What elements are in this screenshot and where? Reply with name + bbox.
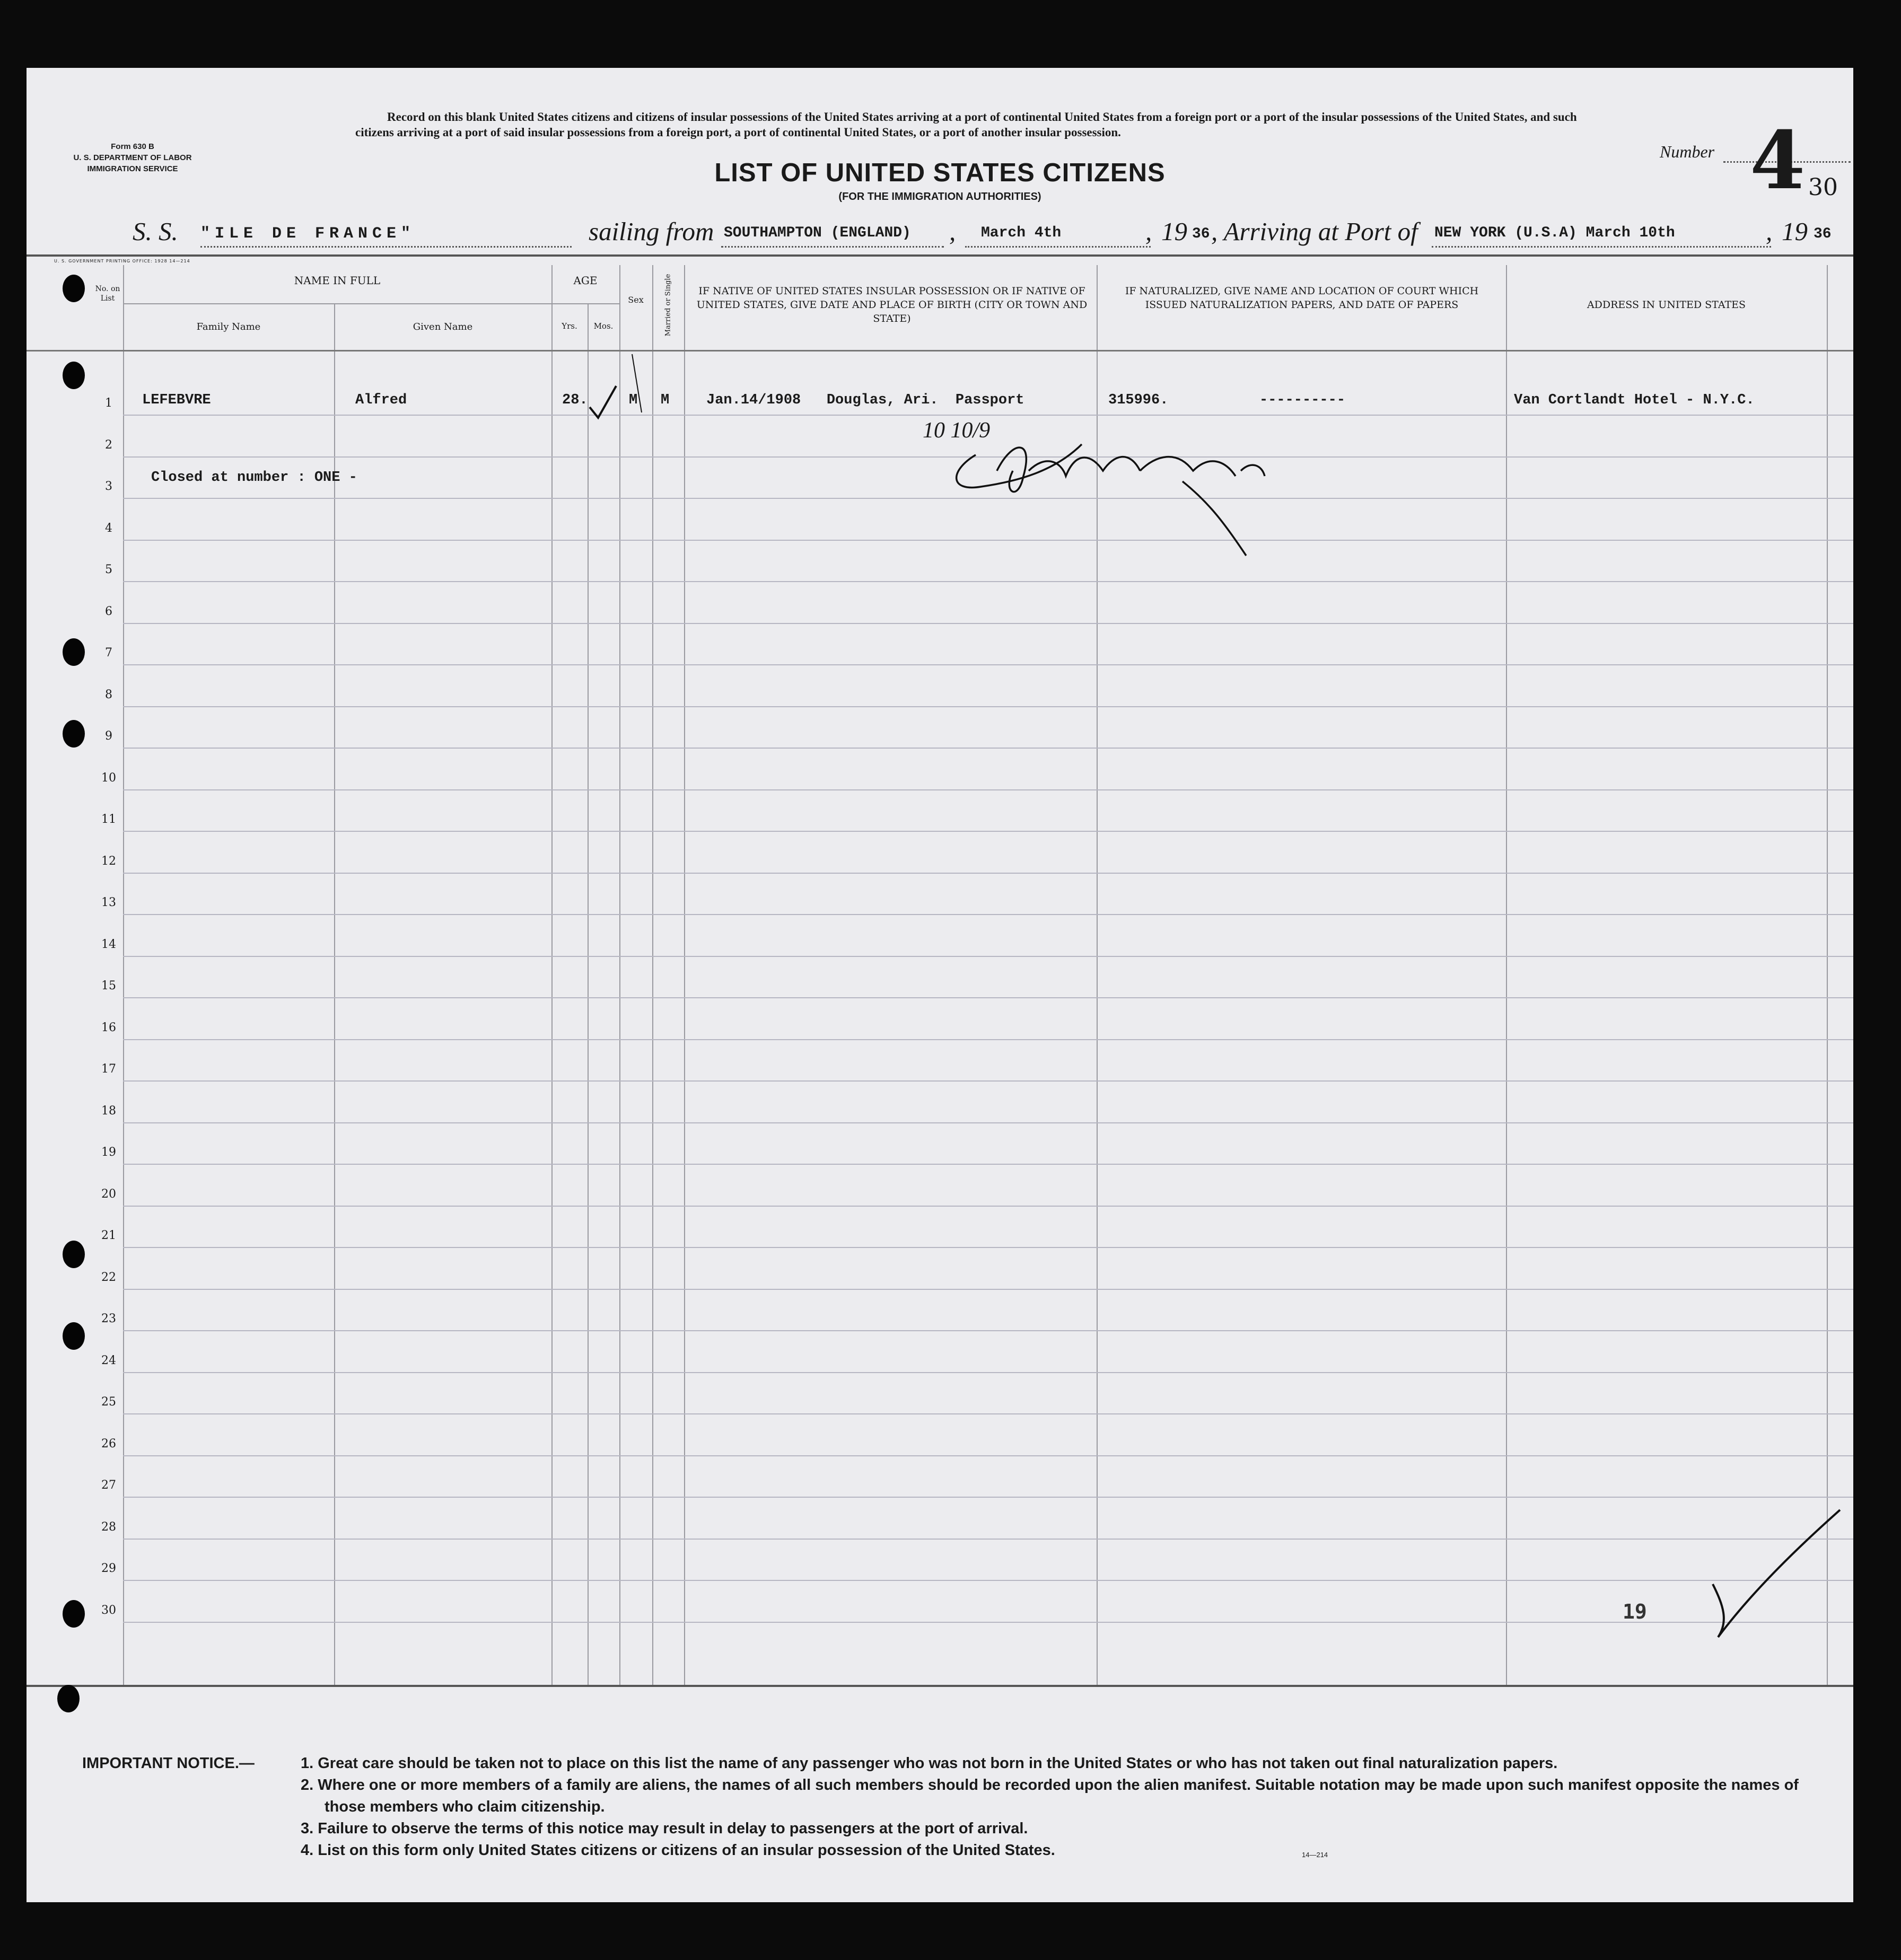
page-title: LIST OF UNITED STATES CITIZENS (714, 159, 1166, 187)
col-header-native: IF NATIVE OF UNITED STATES INSULAR POSSESSION OR IF NATIVE OF UNITED STATES, GIVE DATE AND PLACE OF BIRTH (CITY OR TOWN AND STATE) (696, 285, 1088, 324)
row-number: 23 (101, 1312, 116, 1325)
row-number: 25 (101, 1395, 116, 1409)
punch-hole (63, 1600, 85, 1628)
entry-married: M (661, 392, 670, 408)
punch-hole (63, 638, 85, 666)
entry-passport-no: 315996. (1108, 392, 1169, 408)
col-header-no: No. on List (95, 285, 120, 303)
notice-footer-code: 14—214 (1302, 1851, 1328, 1859)
col-header-sex: Sex (628, 295, 644, 305)
arriving-label: , Arriving at Port of (1211, 217, 1418, 246)
entry-birth: Jan.14/1908 Douglas, Ari. Passport (706, 392, 1024, 408)
pen-stroke-icon (632, 354, 642, 412)
col-header-mos: Mos. (593, 321, 614, 331)
row-number: 10 (101, 771, 116, 785)
row-number: 11 (101, 813, 116, 826)
comma-3: , (1766, 217, 1773, 246)
row-number: 17 (101, 1062, 116, 1076)
page-subtitle: (FOR THE IMMIGRATION AUTHORITIES) (838, 191, 1041, 203)
punch-hole (63, 275, 85, 302)
row-number: 30 (101, 1603, 116, 1617)
col-header-naturalized: IF NATURALIZED, GIVE NAME AND LOCATION OF COURT WHICH ISSUED NATURALIZATION PAPERS, AND DATE OF PAPERS (1125, 285, 1479, 311)
row-number: 24 (101, 1353, 116, 1367)
row-number: 22 (101, 1270, 116, 1284)
row-number: 8 (105, 688, 112, 701)
document-sheet (27, 68, 1853, 1902)
row-number: 2 (105, 438, 112, 452)
col-header-married: Married or Single (664, 274, 672, 337)
printing-office: U. S. GOVERNMENT PRINTING OFFICE: 1928 14—214 (54, 259, 190, 263)
col-header-address: ADDRESS IN UNITED STATES (1587, 299, 1746, 311)
ship-name: "ILE DE FRANCE" (200, 225, 416, 243)
punch-hole (63, 1241, 85, 1268)
form-id: Form 630 B (111, 142, 154, 151)
entry-naturalized: ---------- (1259, 392, 1346, 408)
handwriting-layer (27, 68, 1853, 1902)
row-number: 20 (101, 1187, 116, 1201)
col-header-given: Given Name (413, 321, 473, 332)
row-number: 14 (101, 937, 116, 951)
record-instructions: Record on this blank United States citizens and citizens of insular possessions of the United States arriving at a port of continental United States from a foreign port or a port of the insular possessions of the United States, and such citizens arriving at a port of said insular possessions from a foreign port, a port of continental United States, or a port of another insular possession. (355, 110, 1577, 139)
col-header-age: AGE (573, 274, 598, 287)
row-number: 9 (105, 729, 112, 743)
year-prefix-from: 19 (1161, 217, 1187, 246)
form-department: U. S. DEPARTMENT OF LABOR (73, 153, 192, 162)
entry-sex: M (629, 392, 638, 408)
form-service: IMMIGRATION SERVICE (87, 164, 178, 173)
closed-at-number: Closed at number : ONE - (151, 470, 357, 486)
entry-age: 28. (562, 392, 588, 408)
comma-1: , (949, 217, 956, 246)
year-prefix-to: 19 (1782, 217, 1808, 246)
col-header-name: NAME IN FULL (294, 274, 381, 287)
row-number: 18 (101, 1104, 116, 1118)
notice-item-2: 2. Where one or more members of a family are aliens, the names of all such members should be recorded upon the alien manifest. Suitable notation may be made upon such manifest opposite the names of those members who claim citizenship. (301, 1777, 1799, 1815)
col-header-yrs: Yrs. (562, 321, 577, 331)
row-number: 19 (101, 1146, 116, 1159)
row-number: 21 (101, 1229, 116, 1242)
row-number: 4 (105, 521, 112, 535)
number-value: 4 (1750, 114, 1806, 207)
row-number: 6 (105, 604, 112, 618)
checkmark-age-icon (590, 386, 616, 418)
entry-family-name: LEFEBVRE (142, 392, 211, 408)
comma-2: , (1145, 217, 1152, 246)
row-number: 16 (101, 1021, 116, 1034)
corner-number: 30 (1808, 174, 1838, 201)
ss-label: S. S. (133, 217, 178, 246)
sailing-label: sailing from (589, 217, 714, 246)
col-header-family: Family Name (196, 321, 261, 332)
year-to: 36 (1814, 226, 1832, 242)
punch-hole (63, 720, 85, 748)
port-from: SOUTHAMPTON (ENGLAND) (724, 225, 911, 241)
year-from: 36 (1192, 226, 1210, 242)
row-number: 15 (101, 979, 116, 992)
punch-hole (63, 1322, 85, 1350)
port-to: NEW YORK (U.S.A) March 10th (1434, 225, 1675, 241)
punch-hole (63, 362, 85, 389)
notice-heading: IMPORTANT NOTICE.— (82, 1755, 255, 1772)
bottom-stamp: 19 (1623, 1600, 1647, 1623)
entry-address: Van Cortlandt Hotel - N.Y.C. (1514, 392, 1755, 408)
row-number: 5 (105, 563, 112, 576)
notice-item-3: 3. Failure to observe the terms of this notice may result in delay to passengers at the port of arrival. (301, 1820, 1028, 1837)
inspector-signature-icon (957, 444, 1265, 556)
row-number: 3 (105, 480, 112, 493)
row-number: 13 (101, 896, 116, 909)
row-number: 28 (101, 1520, 116, 1534)
checkmark-large-icon (1713, 1510, 1840, 1637)
punch-hole (57, 1685, 80, 1712)
row-number: 12 (101, 854, 116, 868)
row-number: 1 (105, 397, 112, 410)
number-label: Number (1660, 142, 1715, 161)
notice-item-1: 1. Great care should be taken not to place on this list the name of any passenger who was not born in the United States or who has not taken out final naturalization papers. (301, 1755, 1558, 1772)
inspector-note: 10 10/9 (923, 418, 991, 443)
entry-given-name: Alfred (355, 392, 407, 408)
row-number: 27 (101, 1479, 116, 1492)
notice-item-4: 4. List on this form only United States citizens or citizens of an insular possession of the United States. (301, 1842, 1055, 1859)
row-number: 26 (101, 1437, 116, 1451)
date-from: March 4th (981, 225, 1062, 241)
row-number: 29 (101, 1562, 116, 1575)
row-number: 7 (105, 646, 112, 660)
